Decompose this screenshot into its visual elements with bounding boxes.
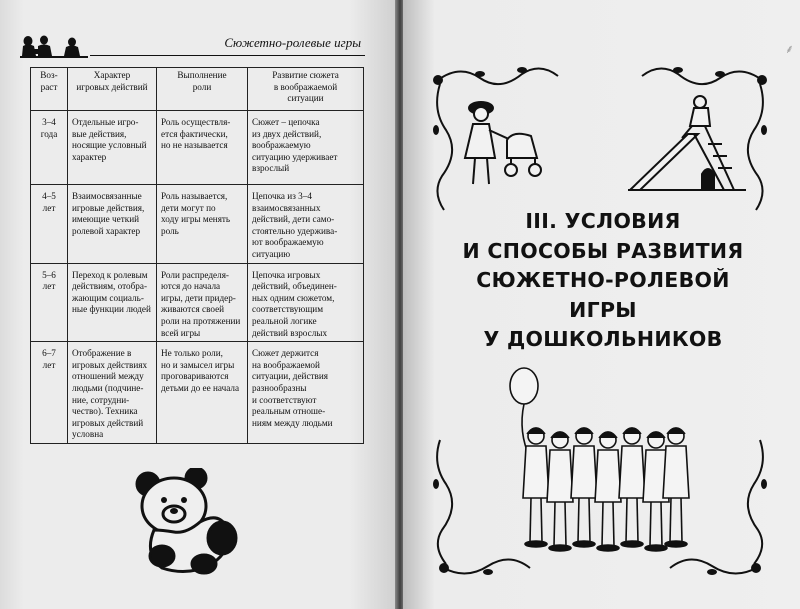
cell-age: 4–5 лет: [31, 185, 68, 264]
chapter-title: [445, 207, 761, 355]
header-age: Воз- раст: [31, 68, 68, 111]
cell-age: 6–7 лет: [31, 342, 68, 444]
running-header: [20, 32, 365, 62]
table-row: [31, 185, 364, 264]
cell-actions: Отдельные игро- вые действия, носящие условный характер: [68, 111, 157, 185]
cell-age: 3–4 года: [31, 111, 68, 185]
table-row: [31, 111, 364, 185]
cell-actions: Отображение в игровых действиях отношений между людьми (подчине- ние, сотрудни- чество). Техника игровых действий условна: [68, 342, 157, 444]
header-actions: Характер игровых действий: [68, 68, 157, 111]
header-title: Сюжетно-ролевые игры: [224, 35, 361, 50]
table-row: [31, 342, 364, 444]
left-page: [0, 0, 397, 609]
chapter-title-line: ИГРЫ: [569, 297, 637, 322]
table-row: [31, 263, 364, 342]
header-plot: Развитие сюжета в воображаемой ситуации: [248, 68, 364, 111]
cell-actions: Переход к ролевым действиям, отобра- жающим социаль- ные функции людей: [68, 263, 157, 342]
table-header-row: [31, 68, 364, 111]
chapter-title-line: И СПОСОБЫ РАЗВИТИЯ: [462, 238, 744, 263]
play-development-table: [30, 67, 364, 444]
girl-with-stroller-icon: [455, 96, 550, 196]
cell-role: Роль осуществля- ется фактически, но не называется: [157, 111, 248, 185]
cell-role: Не только роли, но и замысел игры проговариваются детьми до ее начала: [157, 342, 248, 444]
teddy-bear-icon: [134, 468, 244, 576]
page-corner-mark: ⸙: [784, 42, 794, 56]
chapter-title-line: СЮЖЕТНО-РОЛЕВОЙ: [476, 268, 730, 292]
cell-role: Роли распределя- ются до начала игры, дети придер- живаются своей роли на протяжении всей игры: [157, 263, 248, 342]
cell-plot: Сюжет держится на воображаемой ситуации, действия разнообразны и соответствуют реальным отноше- ниям между людьми: [248, 342, 364, 444]
chapter-title-line: У ДОШКОЛЬНИКОВ: [483, 327, 723, 351]
cell-plot: Сюжет – цепочка из двух действий, воображаемую ситуацию удерживает взрослый: [248, 111, 364, 185]
header-rule: [90, 55, 365, 56]
cell-role: Роль называется, дети могут по ходу игры менять роль: [157, 185, 248, 264]
cell-actions: Взаимосвязанные игровые действия, имеющие четкий ролевой характер: [68, 185, 157, 264]
boy-on-slide-icon: [628, 94, 746, 194]
cell-plot: Цепочка игровых действий, объединен- ных одним сюжетом, соответствующим реальной логике действий взрослых: [248, 263, 364, 342]
header-role: Выполнение роли: [157, 68, 248, 111]
cell-age: 5–6 лет: [31, 263, 68, 342]
reading-children-icon: [20, 32, 88, 60]
children-group-with-balloon-icon: [508, 362, 698, 557]
chapter-title-line: III. УСЛОВИЯ: [525, 209, 681, 233]
cell-plot: Цепочка из 3–4 взаимосвязанных действий, дети само- стоятельно удержива- ют воображаемую ситуацию: [248, 185, 364, 264]
